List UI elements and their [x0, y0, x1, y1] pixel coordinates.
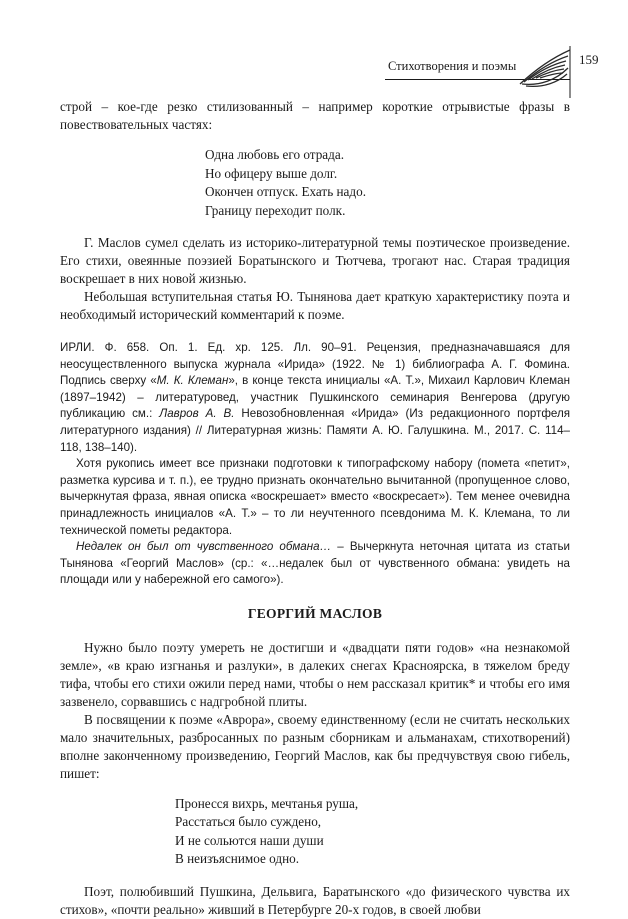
verse-line: Расстаться было суждено, — [175, 814, 322, 830]
verse-line: Пронесся вихрь, мечтанья руша, — [175, 795, 359, 811]
intro-paragraph: строй – кое-где резко стилизованный – например короткие отрывистые фразы в повествовательных частях: — [60, 99, 570, 132]
footnote — [60, 340, 570, 456]
footnote-text: ИРЛИ. Ф. 658. Оп. 1. Ед. хр. 125. Лл. 90–91. Рецензия, предназначавшаяся для неосуществленного выпуска журнала «Ирида» (1922. № 1) библиографа А. Г. Фомина. Подпись сверху « — [60, 341, 570, 388]
body-paragraph: Г. Маслов сумел сделать из историко-литературной темы поэтическое произведение. Его стихи, овеянные поэзией Боратынского и Тютчева, трогают нас. Старая традиция воскрешает в них новой жизнью. — [60, 235, 570, 286]
body-paragraph: Нужно было поэту умереть не достигши и «двадцати пяти годов» «на незнакомой земле», «в краю изгнанья и разлуки», в далеких снегах Красноярска, в тяжелом бреду тифа, чтобы его стихи ожили перед нами, чтобы о нем рассказал критик* и чтобы его имя зазвенело, сорвавшись с надгробной плиты. — [60, 639, 570, 709]
verse-line: Одна любовь его отрада. — [205, 147, 345, 162]
footnote-quote: Недалек он был от чувственного обмана… — [76, 540, 332, 554]
verse-line: И не сольются наши души — [175, 832, 324, 848]
body-paragraph: Поэт, полюбивший Пушкина, Дельвига, Баратынского «до физического чувства их стихов», «почти реально» живший в Петербурге 20-х годов, в своей любви — [60, 883, 570, 917]
running-title: Стихотворения и поэмы — [388, 59, 517, 73]
footnote-text: Невозобновленная «Ирида» (Из редакционного портфеля литературного издания) // Литературная жизнь: Памяти А. Ю. Галушкина. М., 2017. С. 114–118, 138–140). — [60, 407, 570, 454]
section-heading: ГЕОРГИЙ МАСЛОВ — [247, 605, 383, 621]
body-paragraph: В посвящении к поэме «Аврора», своему единственному (если не считать нескольких мало значительных, разбросанных по разным сборникам и альманахам, стихотворений) вполне законченному произведению, Георгий Маслов, как бы предчувствуя свою гибель, пишет: — [60, 711, 570, 781]
header-ornament — [0, 0, 628, 100]
verse-block-1 — [60, 146, 570, 220]
page-number: 159 — [579, 52, 599, 67]
verse-block-2 — [60, 795, 570, 869]
page-header — [0, 0, 628, 100]
page-content — [60, 98, 570, 919]
verse-line: Границу переходит полк. — [205, 202, 346, 218]
footnote-text: – Вычеркнута неточная цитата из статьи Тынянова «Георгий Маслов» (ср.: «…недалек был от чувственного обмана: увидеть на площади или у набережной его самого»). — [60, 540, 570, 587]
footnote — [60, 539, 570, 589]
feather-flourish-icon — [520, 50, 570, 86]
footnote-name: М. К. Клеман — [156, 374, 229, 388]
footnote: Хотя рукопись имеет все признаки подготовки к типографскому набору (помета «петит», разметка курсива и т. п.), ее трудно признать окончательно вычитанной (пропущенное слово, вычеркнутая фраза, явная описка «воскрешает» вместо «воскресает»). Тем менее очевидна принадлежность инициалов «А. Т.» – то ли неучтенного псевдонима М. К. Клемана, то ли технической пометы редактора. — [60, 457, 570, 537]
verse-line: В неизъяснимое одно. — [175, 851, 300, 867]
footnote-text: », в конце текста инициалы «А. Т.», Михаил Карлович Клеман (1897–1942) – литературовед, участник Пушкинского семинария Венгерова (другую публикацию см.: — [60, 374, 570, 421]
verse-line: Но офицеру выше долг. — [205, 165, 338, 181]
body-paragraph: Небольшая вступительная статья Ю. Тынянова дает краткую характеристику поэта и необходимый исторический комментарий к поэме. — [60, 289, 570, 322]
footnote-author: Лавров А. В. — [159, 407, 235, 421]
verse-line: Окончен отпуск. Ехать надо. — [205, 184, 367, 199]
